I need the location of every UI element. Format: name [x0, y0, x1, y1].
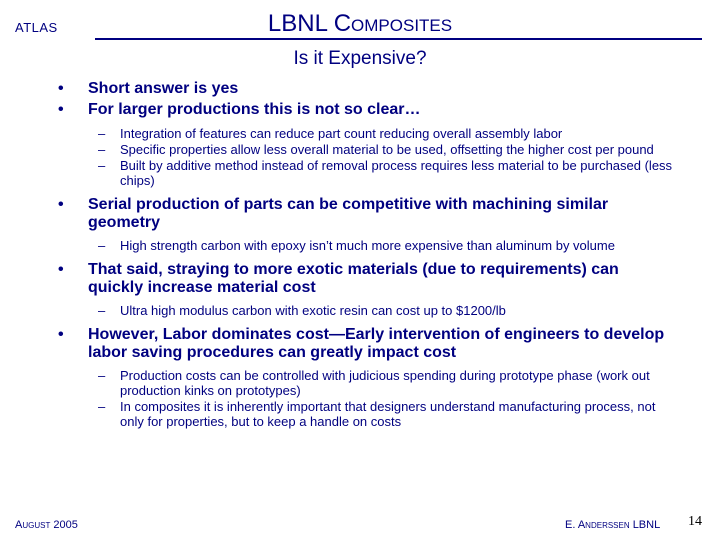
bullet-text: However, Labor dominates cost—Early intervention of engineers to develop labor saving procedures can greatly impact cost [88, 326, 665, 361]
header-logo-text: ATLAS [15, 20, 58, 35]
slide-subtitle: Is it Expensive? [293, 48, 427, 69]
bullet-icon: • [58, 261, 64, 278]
footer-author: E. Anderssen LBNL [565, 519, 661, 531]
bullet-text: Short answer is yes [88, 80, 239, 97]
sub-bullet-item [58, 158, 678, 188]
bullet-item [58, 80, 678, 98]
title-rule [95, 38, 702, 40]
dash-icon: – [98, 158, 106, 173]
bullet-icon: • [58, 326, 64, 343]
dash-icon: – [98, 303, 106, 318]
sub-bullet-text: Built by additive method instead of removal process requires less material to be purchased (less chips) [120, 158, 673, 188]
dash-icon: – [98, 238, 106, 253]
bullet-icon: • [58, 80, 64, 97]
sub-bullet-text: Production costs can be controlled with judicious spending during prototype phase (work out production kinks on prototypes) [120, 368, 650, 398]
sub-bullet-item [58, 399, 678, 429]
sub-bullet-text: Integration of features can reduce part count reducing overall assembly labor [120, 126, 563, 141]
page-number: 14 [688, 514, 702, 529]
bullet-item [58, 326, 678, 362]
footer-date: August 2005 [15, 519, 78, 531]
dash-icon: – [98, 399, 106, 414]
bullet-list [58, 80, 678, 429]
sub-bullet-item [58, 303, 678, 318]
bullet-text: Serial production of parts can be competitive with machining similar geometry [88, 196, 609, 231]
bullet-icon: • [58, 196, 64, 213]
slide-title: LBNL Composites [267, 10, 453, 37]
sub-bullet-item [58, 238, 678, 253]
bullet-text: For larger productions this is not so clear… [88, 101, 421, 118]
sub-bullet-text: Specific properties allow less overall material to be used, offsetting the higher cost per pound [120, 142, 654, 157]
sub-bullet-text: High strength carbon with epoxy isn’t much more expensive than aluminum by volume [120, 238, 615, 253]
bullet-item [58, 196, 678, 232]
bullet-icon: • [58, 101, 64, 118]
dash-icon: – [98, 126, 106, 141]
sub-bullet-text: Ultra high modulus carbon with exotic resin can cost up to $1200/lb [120, 303, 506, 318]
bullet-item [58, 261, 678, 297]
bullet-text: That said, straying to more exotic materials (due to requirements) can quickly increase material cost [88, 261, 619, 296]
bullet-item [58, 101, 678, 119]
sub-bullet-text: In composites it is inherently important that designers understand manufacturing process, not only for properties, but to keep a handle on costs [120, 399, 656, 429]
sub-bullet-item [58, 142, 678, 157]
dash-icon: – [98, 142, 106, 157]
dash-icon: – [98, 368, 106, 383]
sub-bullet-item [58, 368, 678, 398]
sub-bullet-item [58, 126, 678, 141]
